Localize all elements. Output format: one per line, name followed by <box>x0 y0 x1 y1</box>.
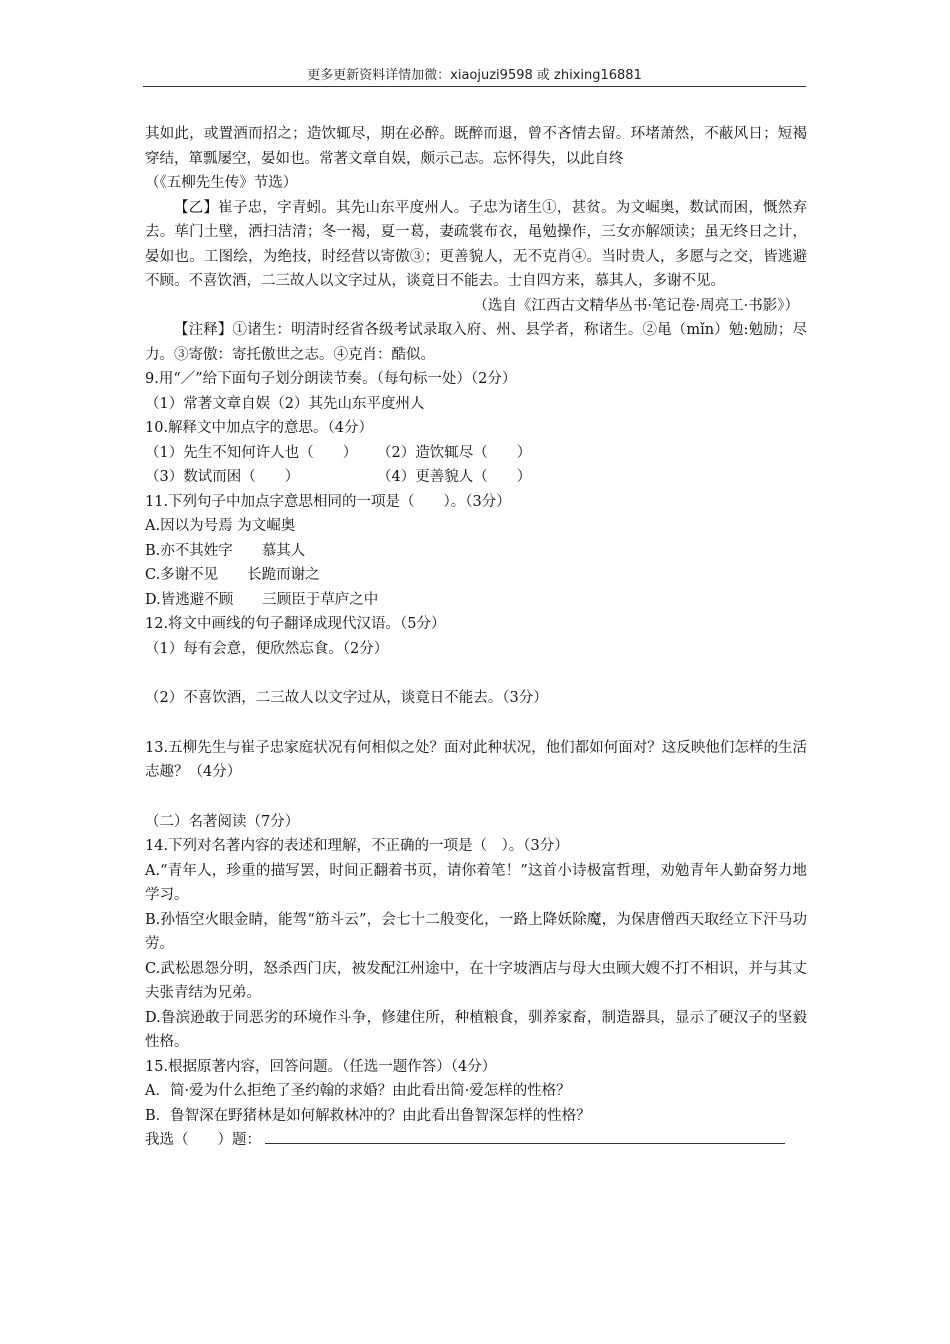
section-2-heading: （二）名著阅读（7分） <box>145 813 300 830</box>
q10-item-3: （3）数试而困（ ） <box>145 469 300 485</box>
answer-line[interactable] <box>265 1129 785 1144</box>
annotation-notes: 【注释】①诸生：明清时经省各级考试录取入府、州、县学者，称诸生。②黾（mǐn）勉:勉励；尽力。③寄傲：寄托傲世之志。④克肖：酷似。 <box>145 322 807 363</box>
answer-space <box>145 661 807 686</box>
q11-stem: 11.下列句子中加点字意思相同的一项是（ ）。（3分） <box>145 493 511 510</box>
q10-item-4: （4）更善貌人（ ） <box>377 469 532 485</box>
passage-a-source: （《五柳先生传》节选） <box>145 175 298 191</box>
q12-sentence-1: （1）每有会意，便欣然忘食。（2分） <box>145 640 389 657</box>
passage-b-source: （选自《江西古文精华丛书·笔记卷·周亮工·书影》） <box>473 297 799 314</box>
q11-option-c: C.多谢不见 长跪而谢之 <box>145 567 320 583</box>
header-divider <box>143 86 806 87</box>
q10-item-2: （2）造饮辄尽（ ） <box>377 444 532 461</box>
q14-option-b: B.孙悟空火眼金睛，能驾“筋斗云”，会七十二般变化，一路上降妖除魔，为保唐僧西天取经立下汗马功劳。 <box>145 911 807 952</box>
q9-stem: 9.用“／”给下面句子划分朗读节奏。（每句标一处）（2分） <box>145 371 517 387</box>
q14-stem: 14.下列对名著内容的表述和理解，不正确的一项是（ ）。（3分） <box>145 838 569 854</box>
document-body <box>145 122 807 1153</box>
answer-space <box>145 711 807 736</box>
passage-a-text: 其如此，或置酒而招之；造饮辄尽，期在必醉。既醉而退，曾不吝情去留。环堵萧然，不蔽风日；短褐穿结，箪瓢屡空，晏如也。常著文章自娱，颇示己志。忘怀得失，以此自终 <box>145 126 807 167</box>
q15-option-a: A．简·爱为什么拒绝了圣约翰的求婚？由此看出简·爱怎样的性格？ <box>145 1083 571 1099</box>
q15-choice-label: 我选（ ）题： <box>145 1132 261 1148</box>
passage-b-text: 【乙】崔子忠，字青蚓。其先山东平度州人。子忠为诸生①，甚贫。为文崛奥，数试而困，慨然弃去。荜门土壁，洒扫洁清；冬一褐，夏一葛，妻疏裳布衣，黾勉操作，三女亦解颂读；虽无终日之计，晏如也。工图绘，为绝技，时经营以寄傲③；更善貌人，无不克肖④。当时贵人，多愿与之交，皆逃避不顾。不喜饮酒，二三故人以文字过从，谈竟日不能去。士自四方来，慕其人，多谢不见。 <box>145 199 807 289</box>
q9-items: （1）常著文章自娱（2）其先山东平度州人 <box>145 395 425 412</box>
q14-option-c: C.武松恩怨分明，怒杀西门庆，被发配江州途中，在十字坡酒店与母大虫顾大嫂不打不相识，并与其丈夫张青结为兄弟。 <box>145 960 807 1001</box>
q10-item-1: （1）先生不知何许人也（ ） <box>145 444 358 461</box>
q10-row-1 <box>145 441 807 466</box>
q14-option-d: D.鲁滨逊敢于同恶劣的环境作斗争，修建住所，种植粮食，驯养家畜，制造器具，显示了硬汉子的坚毅性格。 <box>145 1009 807 1050</box>
q10-row-2 <box>145 465 807 490</box>
q11-option-a: A.因以为号焉 为文崛奥 <box>145 518 296 534</box>
q12-stem: 12.将文中画线的句子翻译成现代汉语。（5分） <box>145 616 446 632</box>
q10-stem: 10.解释文中加点字的意思。（4分） <box>145 420 374 436</box>
q14-option-a: A.“青年人，珍重的描写罢，时间正翻着书页，请你着笔！”这首小诗极富哲理，劝勉青年人勤奋努力地学习。 <box>145 862 807 903</box>
q15-answer-row <box>145 1128 807 1153</box>
q11-option-b: B.亦不其姓字 慕其人 <box>145 542 306 559</box>
q15-option-b: B．鲁智深在野猪林是如何解救林冲的？由此看出鲁智深怎样的性格？ <box>145 1107 591 1124</box>
q15-stem: 15.根据原著内容，回答问题。（任选一题作答）（4分） <box>145 1058 497 1075</box>
page-header-text: 更多更新资料详情加微：xiaojuzi9598 或 zhixing16881 <box>307 68 642 83</box>
q11-option-d: D.皆逃避不顾 三顾臣于草庐之中 <box>145 591 379 608</box>
q13-stem: 13.五柳先生与崔子忠家庭状况有何相似之处？面对此种状况，他们都如何面对？这反映他们怎样的生活志趣？（4分） <box>145 739 807 780</box>
answer-space <box>145 785 807 810</box>
q12-sentence-2: （2）不喜饮酒，二三故人以文字过从，谈竟日不能去。（3分） <box>145 690 548 706</box>
